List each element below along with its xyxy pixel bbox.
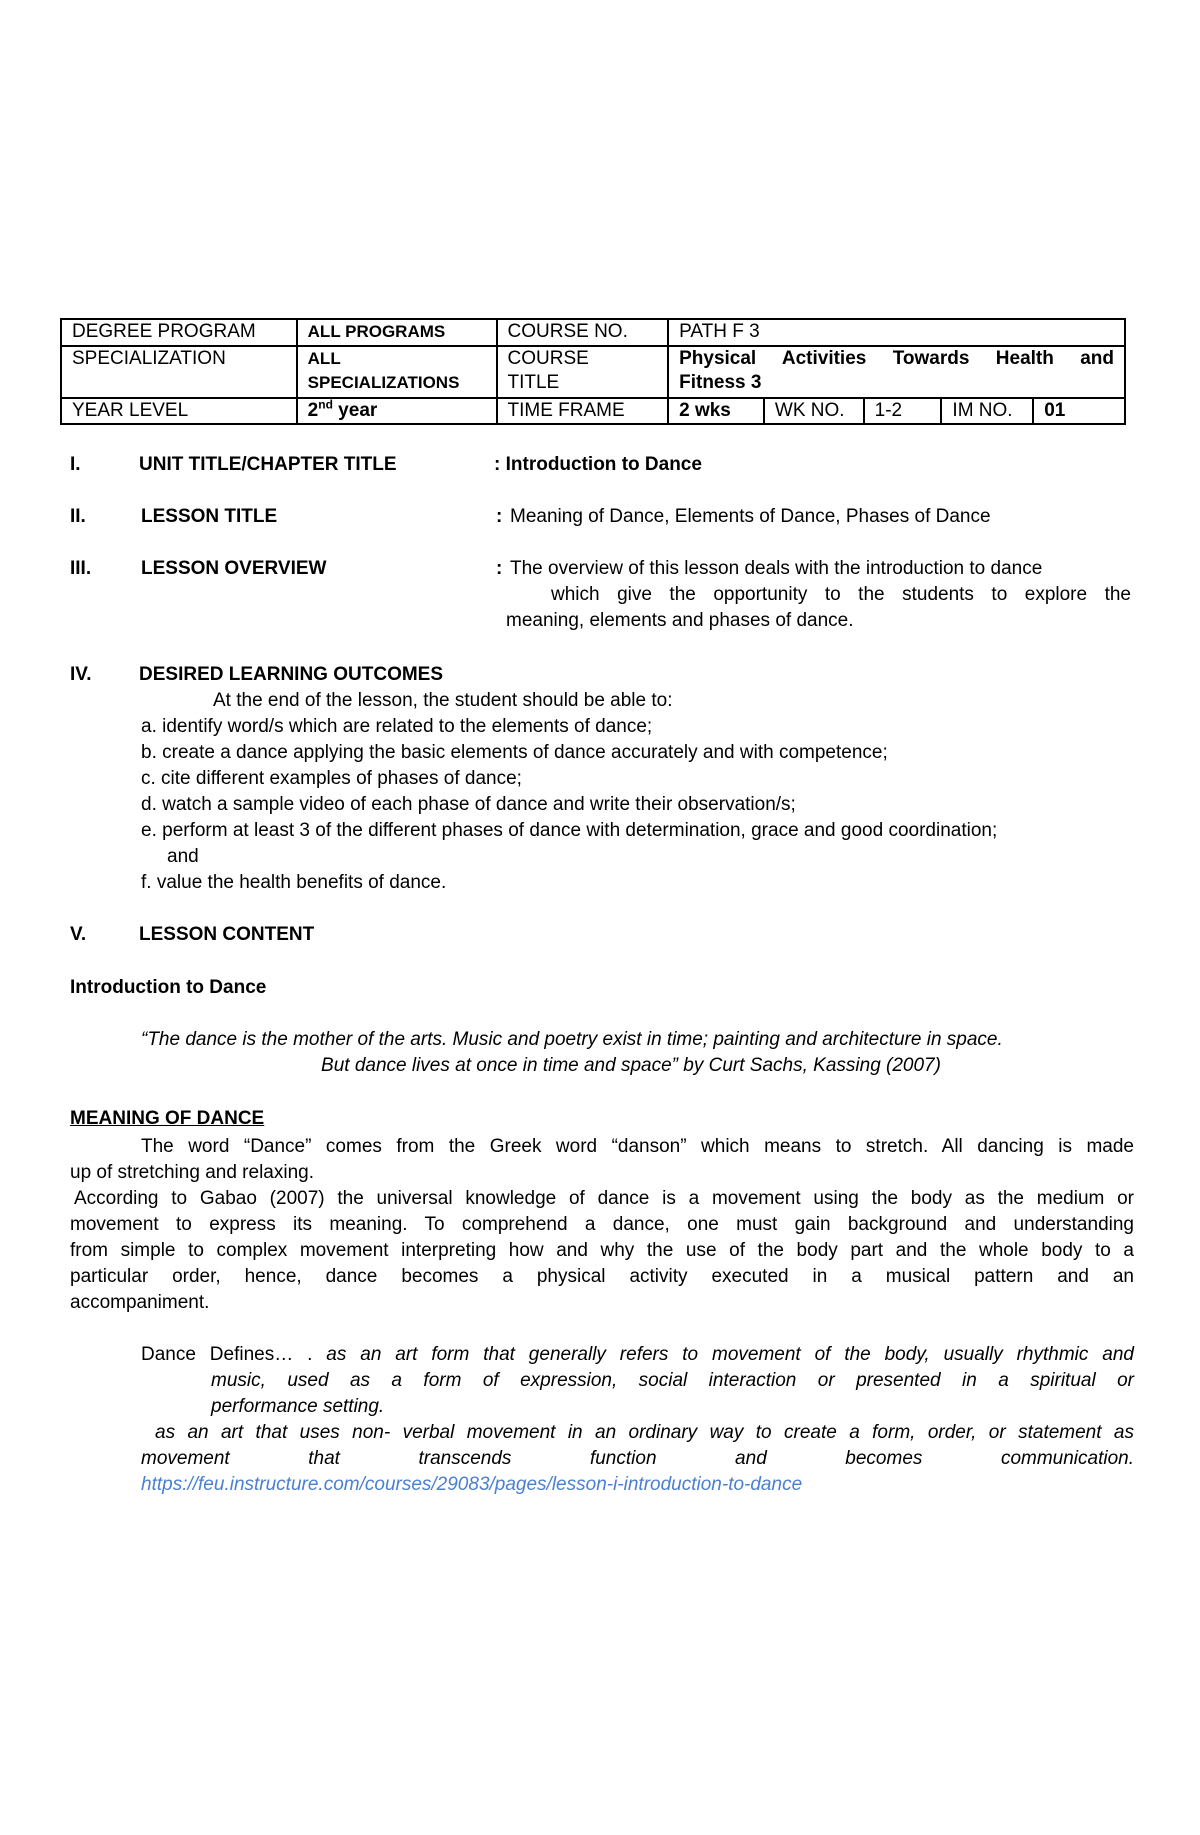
- year-level-sup: nd: [318, 397, 333, 412]
- course-no-value: PATH F 3: [668, 319, 1125, 346]
- defines-first-line: [141, 1342, 1134, 1368]
- course-title-value: [668, 346, 1125, 398]
- section-label-content: LESSON CONTENT: [139, 924, 315, 945]
- quote-line2: But dance lives at once in time and space” by Curt Sachs, Kassing (2007): [321, 1055, 941, 1076]
- quote-line1: “The dance is the mother of the arts. Music and poetry exist in time; painting and architecture in space.: [141, 1029, 1003, 1050]
- meaning-p1-line2: up of stretching and relaxing.: [70, 1162, 314, 1183]
- specialization-value-line2: SPECIALIZATIONS: [307, 373, 460, 392]
- defines-line5: movement that transcends function and becomes communication.: [141, 1448, 1134, 1469]
- meaning-p2: [70, 1186, 1134, 1316]
- defines-line1: as an art form that generally refers to movement of the body, usually rhythmic and: [312, 1344, 1134, 1365]
- time-frame-label: TIME FRAME: [497, 398, 669, 424]
- course-title-value-line1: Physical Activities Towards Health and: [679, 348, 1114, 369]
- meaning-p2-line2: movement to express its meaning. To comprehend a dance, one must gain background and understanding: [70, 1214, 1134, 1235]
- section-num-overview: III.: [70, 558, 92, 579]
- defines-line1-wrap: [141, 1342, 1134, 1368]
- outcome-item-e-cont: and: [167, 846, 199, 867]
- lesson-title-value: Meaning of Dance, Elements of Dance, Phases of Dance: [510, 506, 991, 527]
- wk-no-value: 1-2: [864, 398, 942, 424]
- section-label-unit: UNIT TITLE/CHAPTER TITLE: [139, 454, 397, 475]
- unit-title-value: : Introduction to Dance: [494, 454, 702, 475]
- wk-no-label: WK NO.: [764, 398, 864, 424]
- course-title-label: [497, 346, 669, 398]
- defines-line2: music, used as a form of expression, social interaction or presented in a spiritual or: [211, 1370, 1134, 1391]
- overview-colon: :: [496, 558, 503, 579]
- defines-continuation: [211, 1368, 1134, 1420]
- im-no-label: IM NO.: [941, 398, 1033, 424]
- meaning-p2-line5: accompaniment.: [70, 1292, 210, 1313]
- year-level-suffix: year: [332, 400, 378, 421]
- section-label-outcomes: DESIRED LEARNING OUTCOMES: [139, 664, 444, 685]
- outcome-item-f: f. value the health benefits of dance.: [141, 872, 447, 893]
- defines-line3: performance setting.: [211, 1396, 385, 1417]
- course-title-label-line1: COURSE: [507, 348, 589, 369]
- outcome-item-a: a. identify word/s which are related to the elements of dance;: [141, 716, 653, 737]
- section-num-unit: I.: [70, 454, 81, 475]
- outcomes-intro: At the end of the lesson, the student should be able to:: [213, 690, 673, 711]
- outcome-item-d: d. watch a sample video of each phase of dance and write their observation/s;: [141, 794, 796, 815]
- section-num-outcomes: IV.: [70, 664, 92, 685]
- overview-line2: which give the opportunity to the students to explore the: [551, 584, 1131, 605]
- section-num-lesson-title: II.: [70, 506, 86, 527]
- overview-line3: meaning, elements and phases of dance.: [506, 610, 854, 631]
- meaning-p1-first-line: [141, 1134, 1134, 1160]
- section-label-lesson-title: LESSON TITLE: [141, 506, 278, 527]
- specialization-value: [297, 346, 497, 398]
- meaning-p2-line3: from simple to complex movement interpreting how and why the use of the body part and the whole body to a: [70, 1240, 1134, 1261]
- course-title-label-line2: TITLE: [507, 372, 560, 393]
- meaning-p2-line1: According to Gabao (2007) the universal knowledge of dance is a movement using the body as the medium or: [74, 1188, 1134, 1209]
- outcome-item-c: c. cite different examples of phases of dance;: [141, 768, 522, 789]
- degree-program-value: ALL PROGRAMS: [297, 319, 497, 346]
- outcome-item-b: b. create a dance applying the basic elements of dance accurately and with competence;: [141, 742, 888, 763]
- course-info-table: [60, 318, 1126, 425]
- meaning-p1-line1: The word “Dance” comes from the Greek word “danson” which means to stretch. All dancing is made: [141, 1136, 1134, 1157]
- lesson-title-colon: :: [496, 506, 503, 527]
- section-num-content: V.: [70, 924, 87, 945]
- section-label-overview: LESSON OVERVIEW: [141, 558, 327, 579]
- defines-second: [141, 1420, 1134, 1498]
- course-no-label: COURSE NO.: [497, 319, 669, 346]
- meaning-heading: MEANING OF DANCE: [70, 1108, 265, 1129]
- im-no-value: 01: [1033, 398, 1125, 424]
- course-title-value-line2: Fitness 3: [679, 372, 762, 393]
- time-frame-value: 2 wks: [668, 398, 764, 424]
- overview-line1: The overview of this lesson deals with the introduction to dance: [510, 558, 1043, 579]
- year-level-num: 2: [307, 400, 319, 421]
- year-level-label: YEAR LEVEL: [61, 398, 297, 424]
- intro-heading: Introduction to Dance: [70, 977, 267, 998]
- specialization-value-line1: ALL: [307, 349, 341, 368]
- source-link[interactable]: https://feu.instructure.com/courses/29083/pages/lesson-i-introduction-to-dance: [141, 1474, 803, 1495]
- specialization-label: SPECIALIZATION: [61, 346, 297, 398]
- meaning-p2-line4: particular order, hence, dance becomes a physical activity executed in a musical pattern and an: [70, 1266, 1134, 1287]
- outcome-item-e: e. perform at least 3 of the different phases of dance with determination, grace and good coordination;: [141, 820, 998, 841]
- defines-lead: Dance Defines… .: [141, 1344, 313, 1365]
- defines-line4: as an art that uses non- verbal movement in an ordinary way to create a form, order, or statement as: [155, 1422, 1134, 1443]
- degree-program-label: DEGREE PROGRAM: [61, 319, 297, 346]
- overview-line2-block: [551, 582, 1131, 608]
- year-level-value: [297, 398, 497, 424]
